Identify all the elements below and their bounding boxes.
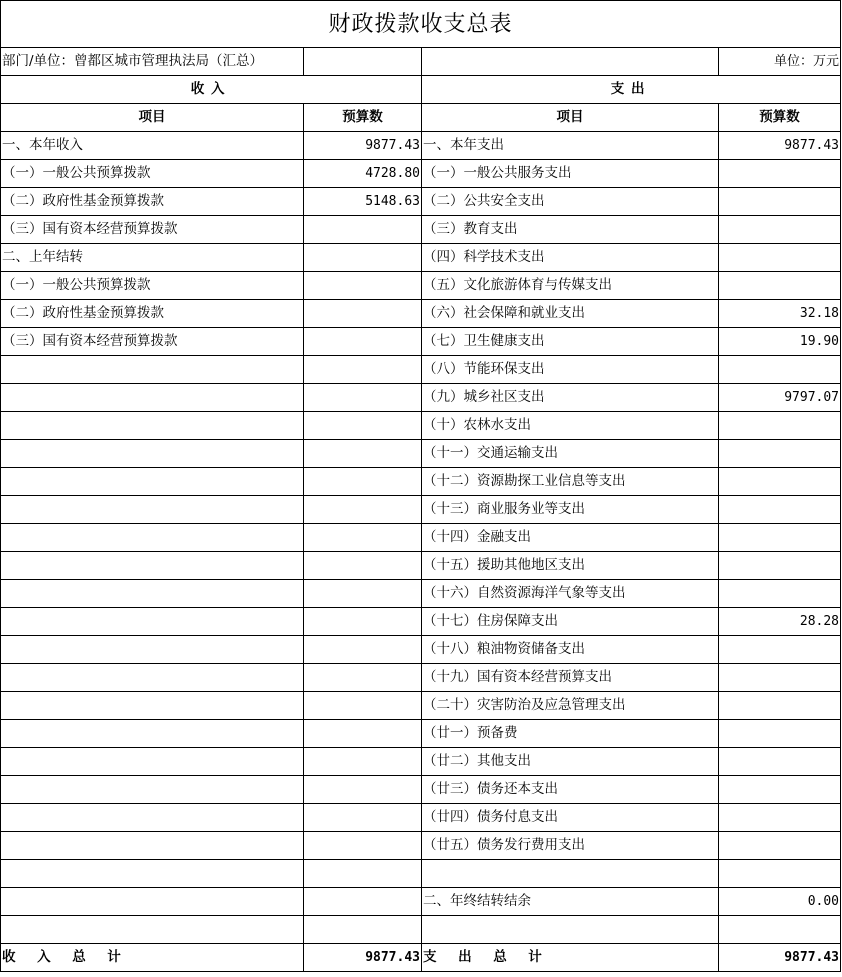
table-row bbox=[1, 412, 841, 440]
income-value-cell bbox=[304, 356, 422, 384]
table-row bbox=[1, 664, 841, 692]
table-row bbox=[1, 748, 841, 776]
income-value-cell bbox=[304, 916, 422, 944]
income-item-cell: （三）国有资本经营预算拨款 bbox=[1, 328, 304, 356]
income-item-cell bbox=[1, 468, 304, 496]
income-value-cell bbox=[304, 636, 422, 664]
expense-item-cell: （八）节能环保支出 bbox=[422, 356, 719, 384]
table-row bbox=[1, 328, 841, 356]
income-value-cell bbox=[304, 440, 422, 468]
income-item-cell bbox=[1, 860, 304, 888]
expense-value-cell bbox=[719, 216, 841, 244]
income-item-cell bbox=[1, 496, 304, 524]
income-item-cell: （二）政府性基金预算拨款 bbox=[1, 300, 304, 328]
expense-value-cell bbox=[719, 356, 841, 384]
income-item-cell bbox=[1, 552, 304, 580]
income-value-cell bbox=[304, 468, 422, 496]
expense-item-cell: （十六）自然资源海洋气象等支出 bbox=[422, 580, 719, 608]
table-row bbox=[1, 636, 841, 664]
income-value-cell: 9877.43 bbox=[304, 132, 422, 160]
expense-item-cell: （二）公共安全支出 bbox=[422, 188, 719, 216]
expense-item-cell: （二十）灾害防治及应急管理支出 bbox=[422, 692, 719, 720]
income-item-cell bbox=[1, 748, 304, 776]
expense-item-cell: （三）教育支出 bbox=[422, 216, 719, 244]
income-value-cell bbox=[304, 496, 422, 524]
income-value-cell bbox=[304, 832, 422, 860]
income-item-cell bbox=[1, 440, 304, 468]
expense-value-cell bbox=[719, 188, 841, 216]
table-row bbox=[1, 916, 841, 944]
income-value-cell bbox=[304, 384, 422, 412]
income-value-cell bbox=[304, 272, 422, 300]
income-total-value: 9877.43 bbox=[304, 944, 422, 972]
table-body bbox=[1, 132, 841, 944]
income-value-cell bbox=[304, 664, 422, 692]
table-row bbox=[1, 692, 841, 720]
table-row bbox=[1, 860, 841, 888]
expense-value-cell bbox=[719, 580, 841, 608]
table-row bbox=[1, 188, 841, 216]
expense-item-cell: （七）卫生健康支出 bbox=[422, 328, 719, 356]
expense-value-cell bbox=[719, 748, 841, 776]
income-total-label: 收入总计 bbox=[1, 944, 304, 972]
income-item-cell bbox=[1, 720, 304, 748]
expense-item-cell: （九）城乡社区支出 bbox=[422, 384, 719, 412]
income-item-cell bbox=[1, 524, 304, 552]
expense-value-cell bbox=[719, 524, 841, 552]
table-row bbox=[1, 244, 841, 272]
table-row bbox=[1, 776, 841, 804]
expense-item-cell: （四）科学技术支出 bbox=[422, 244, 719, 272]
income-item-cell bbox=[1, 804, 304, 832]
expense-item-cell: （十九）国有资本经营预算支出 bbox=[422, 664, 719, 692]
expense-item-cell: （十二）资源勘探工业信息等支出 bbox=[422, 468, 719, 496]
expense-item-cell: （十五）援助其他地区支出 bbox=[422, 552, 719, 580]
income-item-cell bbox=[1, 776, 304, 804]
table-row bbox=[1, 552, 841, 580]
expense-value-cell bbox=[719, 244, 841, 272]
income-item-cell bbox=[1, 608, 304, 636]
expense-value-cell bbox=[719, 552, 841, 580]
income-item-cell bbox=[1, 692, 304, 720]
expense-item-cell: 一、本年支出 bbox=[422, 132, 719, 160]
expense-total-label: 支出总计 bbox=[422, 944, 719, 972]
meta-blank-cell bbox=[304, 48, 422, 76]
expense-value-cell: 28.28 bbox=[719, 608, 841, 636]
expense-value-cell bbox=[719, 636, 841, 664]
table-row bbox=[1, 720, 841, 748]
table-row bbox=[1, 160, 841, 188]
expense-value-cell bbox=[719, 804, 841, 832]
income-value-cell bbox=[304, 552, 422, 580]
income-item-cell: （一）一般公共预算拨款 bbox=[1, 160, 304, 188]
page-title: 财政拨款收支总表 bbox=[1, 1, 841, 48]
expense-item-cell: （廿五）债务发行费用支出 bbox=[422, 832, 719, 860]
expense-value-cell: 9797.07 bbox=[719, 384, 841, 412]
income-value-cell bbox=[304, 776, 422, 804]
expense-item-cell: （廿三）债务还本支出 bbox=[422, 776, 719, 804]
expense-item-cell: （廿二）其他支出 bbox=[422, 748, 719, 776]
income-item-cell: 二、上年结转 bbox=[1, 244, 304, 272]
income-item-cell bbox=[1, 888, 304, 916]
table-row bbox=[1, 608, 841, 636]
expense-value-cell: 32.18 bbox=[719, 300, 841, 328]
expense-item-cell: （五）文化旅游体育与传媒支出 bbox=[422, 272, 719, 300]
expense-value-cell bbox=[719, 832, 841, 860]
table-row bbox=[1, 132, 841, 160]
table-row bbox=[1, 524, 841, 552]
department-label: 部门/单位：曾都区城市管理执法局（汇总） bbox=[1, 48, 304, 76]
expense-item-cell: （廿一）预备费 bbox=[422, 720, 719, 748]
expense-item-cell: （十一）交通运输支出 bbox=[422, 440, 719, 468]
table-row bbox=[1, 300, 841, 328]
income-item-cell: （三）国有资本经营预算拨款 bbox=[1, 216, 304, 244]
expense-item-header: 项目 bbox=[422, 104, 719, 132]
table-row bbox=[1, 496, 841, 524]
expense-value-cell bbox=[719, 776, 841, 804]
expense-section-header: 支出 bbox=[422, 76, 841, 104]
unit-label: 单位：万元 bbox=[719, 48, 841, 76]
expense-value-cell: 19.90 bbox=[719, 328, 841, 356]
income-value-cell bbox=[304, 692, 422, 720]
income-value-cell bbox=[304, 216, 422, 244]
income-value-cell bbox=[304, 412, 422, 440]
expense-item-cell: （十八）粮油物资储备支出 bbox=[422, 636, 719, 664]
expense-item-cell: （六）社会保障和就业支出 bbox=[422, 300, 719, 328]
expense-total-value: 9877.43 bbox=[719, 944, 841, 972]
income-item-cell bbox=[1, 832, 304, 860]
income-value-cell bbox=[304, 748, 422, 776]
table-row bbox=[1, 832, 841, 860]
table-row bbox=[1, 580, 841, 608]
income-value-cell bbox=[304, 888, 422, 916]
income-section-header: 收入 bbox=[1, 76, 422, 104]
income-value-cell: 5148.63 bbox=[304, 188, 422, 216]
income-item-cell bbox=[1, 916, 304, 944]
income-item-cell bbox=[1, 412, 304, 440]
income-value-cell bbox=[304, 244, 422, 272]
income-item-cell bbox=[1, 384, 304, 412]
totals-row bbox=[1, 944, 841, 972]
table-row bbox=[1, 356, 841, 384]
table-row bbox=[1, 804, 841, 832]
income-budget-header: 预算数 bbox=[304, 104, 422, 132]
expense-value-cell bbox=[719, 860, 841, 888]
expense-value-cell bbox=[719, 664, 841, 692]
expense-item-cell: （十四）金融支出 bbox=[422, 524, 719, 552]
income-value-cell bbox=[304, 720, 422, 748]
expense-value-cell: 9877.43 bbox=[719, 132, 841, 160]
income-item-cell bbox=[1, 664, 304, 692]
table-row bbox=[1, 440, 841, 468]
expense-value-cell bbox=[719, 720, 841, 748]
expense-item-cell: （廿四）债务付息支出 bbox=[422, 804, 719, 832]
table-row bbox=[1, 888, 841, 916]
expense-value-cell bbox=[719, 468, 841, 496]
income-item-header: 项目 bbox=[1, 104, 304, 132]
income-value-cell bbox=[304, 328, 422, 356]
expense-value-cell bbox=[719, 160, 841, 188]
expense-value-cell bbox=[719, 440, 841, 468]
table-row bbox=[1, 384, 841, 412]
table-row bbox=[1, 272, 841, 300]
expense-value-cell bbox=[719, 272, 841, 300]
income-item-cell: （二）政府性基金预算拨款 bbox=[1, 188, 304, 216]
table-row bbox=[1, 216, 841, 244]
income-item-cell: （一）一般公共预算拨款 bbox=[1, 272, 304, 300]
expense-item-cell: （十七）住房保障支出 bbox=[422, 608, 719, 636]
expense-value-cell: 0.00 bbox=[719, 888, 841, 916]
income-value-cell: 4728.80 bbox=[304, 160, 422, 188]
expense-value-cell bbox=[719, 692, 841, 720]
expense-item-cell: （一）一般公共服务支出 bbox=[422, 160, 719, 188]
expense-item-cell: （十三）商业服务业等支出 bbox=[422, 496, 719, 524]
income-item-cell bbox=[1, 580, 304, 608]
income-value-cell bbox=[304, 608, 422, 636]
meta-blank-cell bbox=[422, 48, 719, 76]
income-item-cell bbox=[1, 636, 304, 664]
expense-budget-header: 预算数 bbox=[719, 104, 841, 132]
expense-value-cell bbox=[719, 412, 841, 440]
income-value-cell bbox=[304, 524, 422, 552]
income-value-cell bbox=[304, 860, 422, 888]
expense-value-cell bbox=[719, 916, 841, 944]
table-row bbox=[1, 468, 841, 496]
income-item-cell: 一、本年收入 bbox=[1, 132, 304, 160]
expense-item-cell: 二、年终结转结余 bbox=[422, 888, 719, 916]
income-value-cell bbox=[304, 804, 422, 832]
expense-value-cell bbox=[719, 496, 841, 524]
expense-item-cell bbox=[422, 916, 719, 944]
income-value-cell bbox=[304, 580, 422, 608]
expense-item-cell bbox=[422, 860, 719, 888]
income-item-cell bbox=[1, 356, 304, 384]
expense-item-cell: （十）农林水支出 bbox=[422, 412, 719, 440]
income-value-cell bbox=[304, 300, 422, 328]
